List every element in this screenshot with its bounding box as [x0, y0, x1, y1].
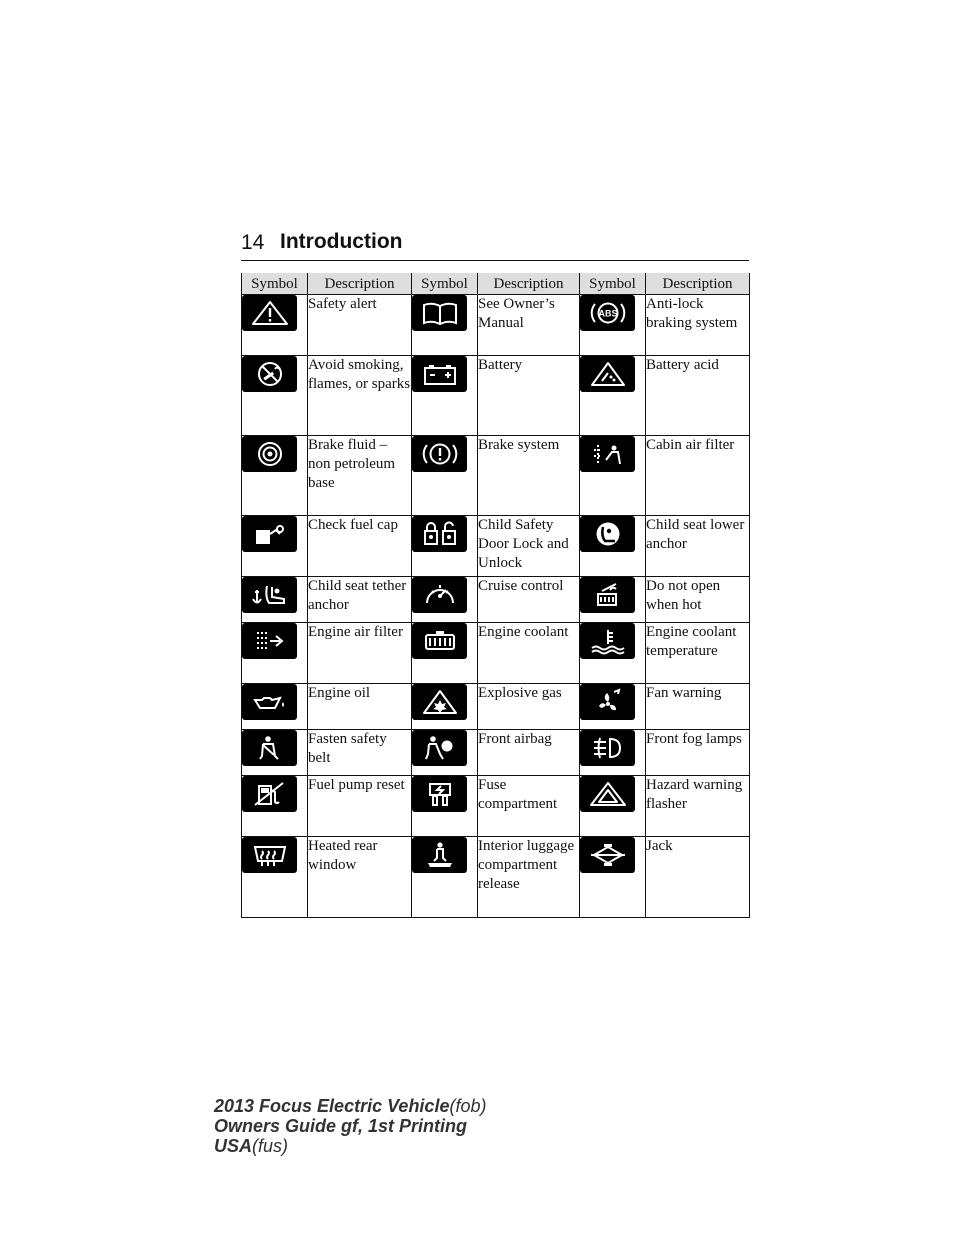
description-cell: Battery acid — [646, 356, 750, 436]
table-row — [242, 837, 750, 918]
description-cell: Jack — [646, 837, 750, 918]
symbol-cell — [242, 295, 308, 356]
symbol-cell — [412, 776, 478, 837]
symbol-table — [241, 273, 750, 918]
footer-code: (fob) — [449, 1096, 487, 1116]
symbol-cell — [580, 776, 646, 837]
symbol-cell — [412, 837, 478, 918]
column-header: Symbol — [412, 273, 478, 295]
description-cell: See Owner’s Manual — [478, 295, 580, 356]
symbol-cell — [242, 837, 308, 918]
description-cell: Hazard warning flasher — [646, 776, 750, 837]
description-cell: Cruise control — [478, 577, 580, 623]
symbol-cell — [580, 684, 646, 730]
battery-icon — [412, 356, 467, 392]
no-smoking-icon — [242, 356, 297, 392]
description-cell: Child seat lower anchor — [646, 516, 750, 577]
description-cell: Engine oil — [308, 684, 412, 730]
battery-acid-icon — [580, 356, 635, 392]
symbol-cell — [412, 295, 478, 356]
symbol-cell — [412, 684, 478, 730]
column-header: Description — [478, 273, 580, 295]
symbol-cell — [412, 730, 478, 776]
table-row — [242, 730, 750, 776]
description-cell: Front fog lamps — [646, 730, 750, 776]
symbol-cell — [412, 623, 478, 684]
symbol-cell — [242, 623, 308, 684]
hazard-icon — [580, 776, 635, 812]
heated-rear-window-icon — [242, 837, 297, 873]
symbol-cell — [580, 295, 646, 356]
description-cell: Safety alert — [308, 295, 412, 356]
description-cell: Do not open when hot — [646, 577, 750, 623]
airbag-icon — [412, 730, 467, 766]
symbol-cell — [242, 776, 308, 837]
engine-air-filter-icon — [242, 623, 297, 659]
description-cell: Heated rear window — [308, 837, 412, 918]
symbol-cell — [412, 516, 478, 577]
page-header — [241, 228, 749, 261]
brake-system-icon — [412, 436, 467, 472]
fog-lamps-icon — [580, 730, 635, 766]
seat-belt-icon — [242, 730, 297, 766]
description-cell: Engine coolant temperature — [646, 623, 750, 684]
symbol-cell — [242, 577, 308, 623]
description-cell: Fuel pump reset — [308, 776, 412, 837]
description-cell: Fasten safety belt — [308, 730, 412, 776]
description-cell: Cabin air filter — [646, 436, 750, 516]
fan-warning-icon — [580, 684, 635, 720]
symbol-cell — [580, 356, 646, 436]
column-header: Symbol — [580, 273, 646, 295]
footer-edition: Owners Guide gf, 1st Printing — [214, 1116, 468, 1136]
table-row — [242, 776, 750, 837]
description-cell: Brake system — [478, 436, 580, 516]
engine-coolant-icon — [412, 623, 467, 659]
symbol-cell — [580, 837, 646, 918]
table-row — [242, 436, 750, 516]
table-row — [242, 356, 750, 436]
footer-market-code: (fus) — [252, 1136, 289, 1156]
engine-oil-icon — [242, 684, 297, 720]
description-cell: Battery — [478, 356, 580, 436]
table-row — [242, 623, 750, 684]
symbol-cell — [242, 684, 308, 730]
jack-icon — [580, 837, 635, 873]
description-cell: Front airbag — [478, 730, 580, 776]
symbol-cell — [412, 356, 478, 436]
safety-alert-icon — [242, 295, 297, 331]
description-cell: Anti-lock braking system — [646, 295, 750, 356]
description-cell: Engine air filter — [308, 623, 412, 684]
do-not-open-hot-icon — [580, 577, 635, 613]
explosive-gas-icon — [412, 684, 467, 720]
child-seat-anchor-icon — [580, 516, 635, 552]
symbol-cell — [412, 436, 478, 516]
symbol-cell — [242, 730, 308, 776]
symbol-cell — [242, 436, 308, 516]
brake-fluid-icon — [242, 436, 297, 472]
table-row — [242, 516, 750, 577]
description-cell: Interior luggage compartment release — [478, 837, 580, 918]
symbol-cell — [242, 516, 308, 577]
description-cell: Brake fluid – non petroleum base — [308, 436, 412, 516]
footer-title: 2013 Focus Electric Vehicle — [214, 1096, 450, 1116]
column-header: Description — [646, 273, 750, 295]
symbol-cell — [580, 516, 646, 577]
luggage-release-icon — [412, 837, 467, 873]
symbol-cell — [412, 577, 478, 623]
document-footer — [214, 1096, 486, 1156]
description-cell: Child Safety Door Lock and Unlock — [478, 516, 580, 577]
svg-text:ABS: ABS — [597, 308, 618, 319]
table-row — [242, 295, 750, 356]
symbol-cell — [242, 356, 308, 436]
fuel-cap-icon — [242, 516, 297, 552]
description-cell: Check fuel cap — [308, 516, 412, 577]
table-row — [242, 684, 750, 730]
description-cell: Avoid smoking, flames, or sparks — [308, 356, 412, 436]
cruise-control-icon — [412, 577, 467, 613]
symbol-cell — [580, 623, 646, 684]
page-number: 14 — [241, 231, 265, 254]
description-cell: Fuse compartment — [478, 776, 580, 837]
abs-icon — [580, 295, 635, 331]
symbol-cell — [580, 730, 646, 776]
footer-market: USA — [214, 1136, 253, 1156]
symbol-cell — [580, 577, 646, 623]
fuel-pump-reset-icon — [242, 776, 297, 812]
column-header: Description — [308, 273, 412, 295]
child-lock-icon — [412, 516, 467, 552]
description-cell: Child seat tether anchor — [308, 577, 412, 623]
owners-manual-icon — [412, 295, 467, 331]
table-row — [242, 577, 750, 623]
coolant-temp-icon — [580, 623, 635, 659]
column-header: Symbol — [242, 273, 308, 295]
description-cell: Explosive gas — [478, 684, 580, 730]
symbol-cell — [580, 436, 646, 516]
section-title: Introduction — [280, 230, 403, 253]
description-cell: Fan warning — [646, 684, 750, 730]
child-seat-tether-icon — [242, 577, 297, 613]
description-cell: Engine coolant — [478, 623, 580, 684]
fuse-icon — [412, 776, 467, 812]
cabin-air-filter-icon — [580, 436, 635, 472]
table-header-row — [242, 273, 750, 295]
